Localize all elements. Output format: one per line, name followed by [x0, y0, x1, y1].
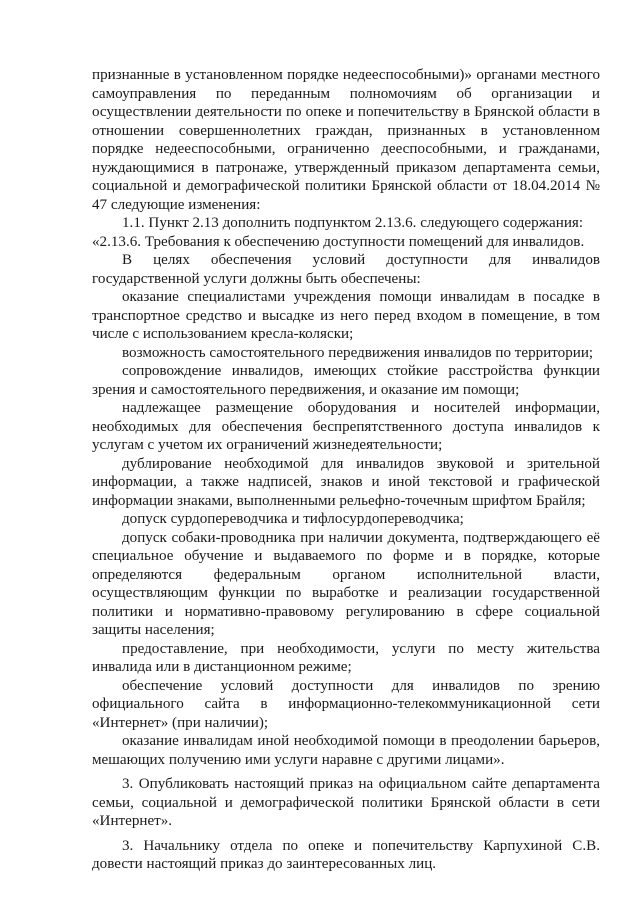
list-item: предоставление, при необходимости, услуги по месту жительства инвалида или в дистанционном режиме;: [92, 640, 600, 675]
list-item: оказание специалистами учреждения помощи инвалидам в посадке в транспортное средство и высадке из него перед входом в помещение, в том числе с использованием кресла-коляски;: [92, 289, 600, 342]
paragraph-publish-order: 3. Опубликовать настоящий приказ на официальном сайте департамента семьи, социальной и демографической политики Брянской области в сети «Интернет».: [92, 776, 600, 829]
paragraph-notify-order: 3. Начальнику отдела по опеке и попечительству Карпухиной С.В. довести настоящий приказ до заинтересованных лиц.: [92, 837, 600, 872]
paragraph-clause-2-13-6: «2.13.6. Требования к обеспечению доступности помещений для инвалидов.: [92, 233, 585, 250]
list-item: возможность самостоятельного передвижения инвалидов по территории;: [122, 344, 594, 361]
list-item: сопровождение инвалидов, имеющих стойкие расстройства функции зрения и самостоятельного передвижения, и оказание им помощи;: [92, 363, 600, 398]
list-item: допуск собаки-проводника при наличии документа, подтверждающего её специальное обучение и выдаваемого по форме и в порядке, которые определяются федеральным органом исполнительной власти, осуществляющим функции по выработке и реализации государственной политики и нормативно-правовому регулированию в сфере социальной защиты населения;: [92, 529, 600, 638]
paragraph-clause-1-1: 1.1. Пункт 2.13 дополнить подпунктом 2.13.6. следующего содержания:: [122, 215, 584, 231]
document-body: [92, 66, 600, 874]
list-item: надлежащее размещение оборудования и носителей информации, необходимых для обеспечения беспрепятственного доступа инвалидов к услугам с учетом их ограничений жизнедеятельности;: [92, 400, 600, 453]
paragraph-intro: признанные в установленном порядке недееспособными)» органами местного самоуправления по переданным полномочиям об организации и осуществлении деятельности по опеке и попечительству в Брянской области в отношении совершеннолетних граждан, признанных в установленном порядке недееспособными, ограниченно дееспособными, и гражданами, нуждающимися в патронаже, утвержденный приказом департамента семьи, социальной и демографической политики Брянской области от 18.04.2014 № 47 следующие изменения:: [92, 67, 600, 213]
list-item: допуск сурдопереводчика и тифлосурдопереводчика;: [122, 511, 464, 527]
paragraph-requirements-lead: В целях обеспечения условий доступности для инвалидов государственной услуги должны быть обеспечены:: [92, 252, 600, 287]
list-item: обеспечение условий доступности для инвалидов по зрению официального сайта в информационно-телекоммуникационной сети «Интернет» (при наличии);: [92, 677, 600, 731]
list-item: дублирование необходимой для инвалидов звуковой и зрительной информации, а также надписей, знаков и иной текстовой и графической информации знаками, выполненными рельефно-точечным шрифтом Брайля;: [92, 455, 600, 509]
list-item: оказание инвалидам иной необходимой помощи в преодолении барьеров, мешающих получению ими услуги наравне с другими лицами».: [92, 733, 600, 768]
